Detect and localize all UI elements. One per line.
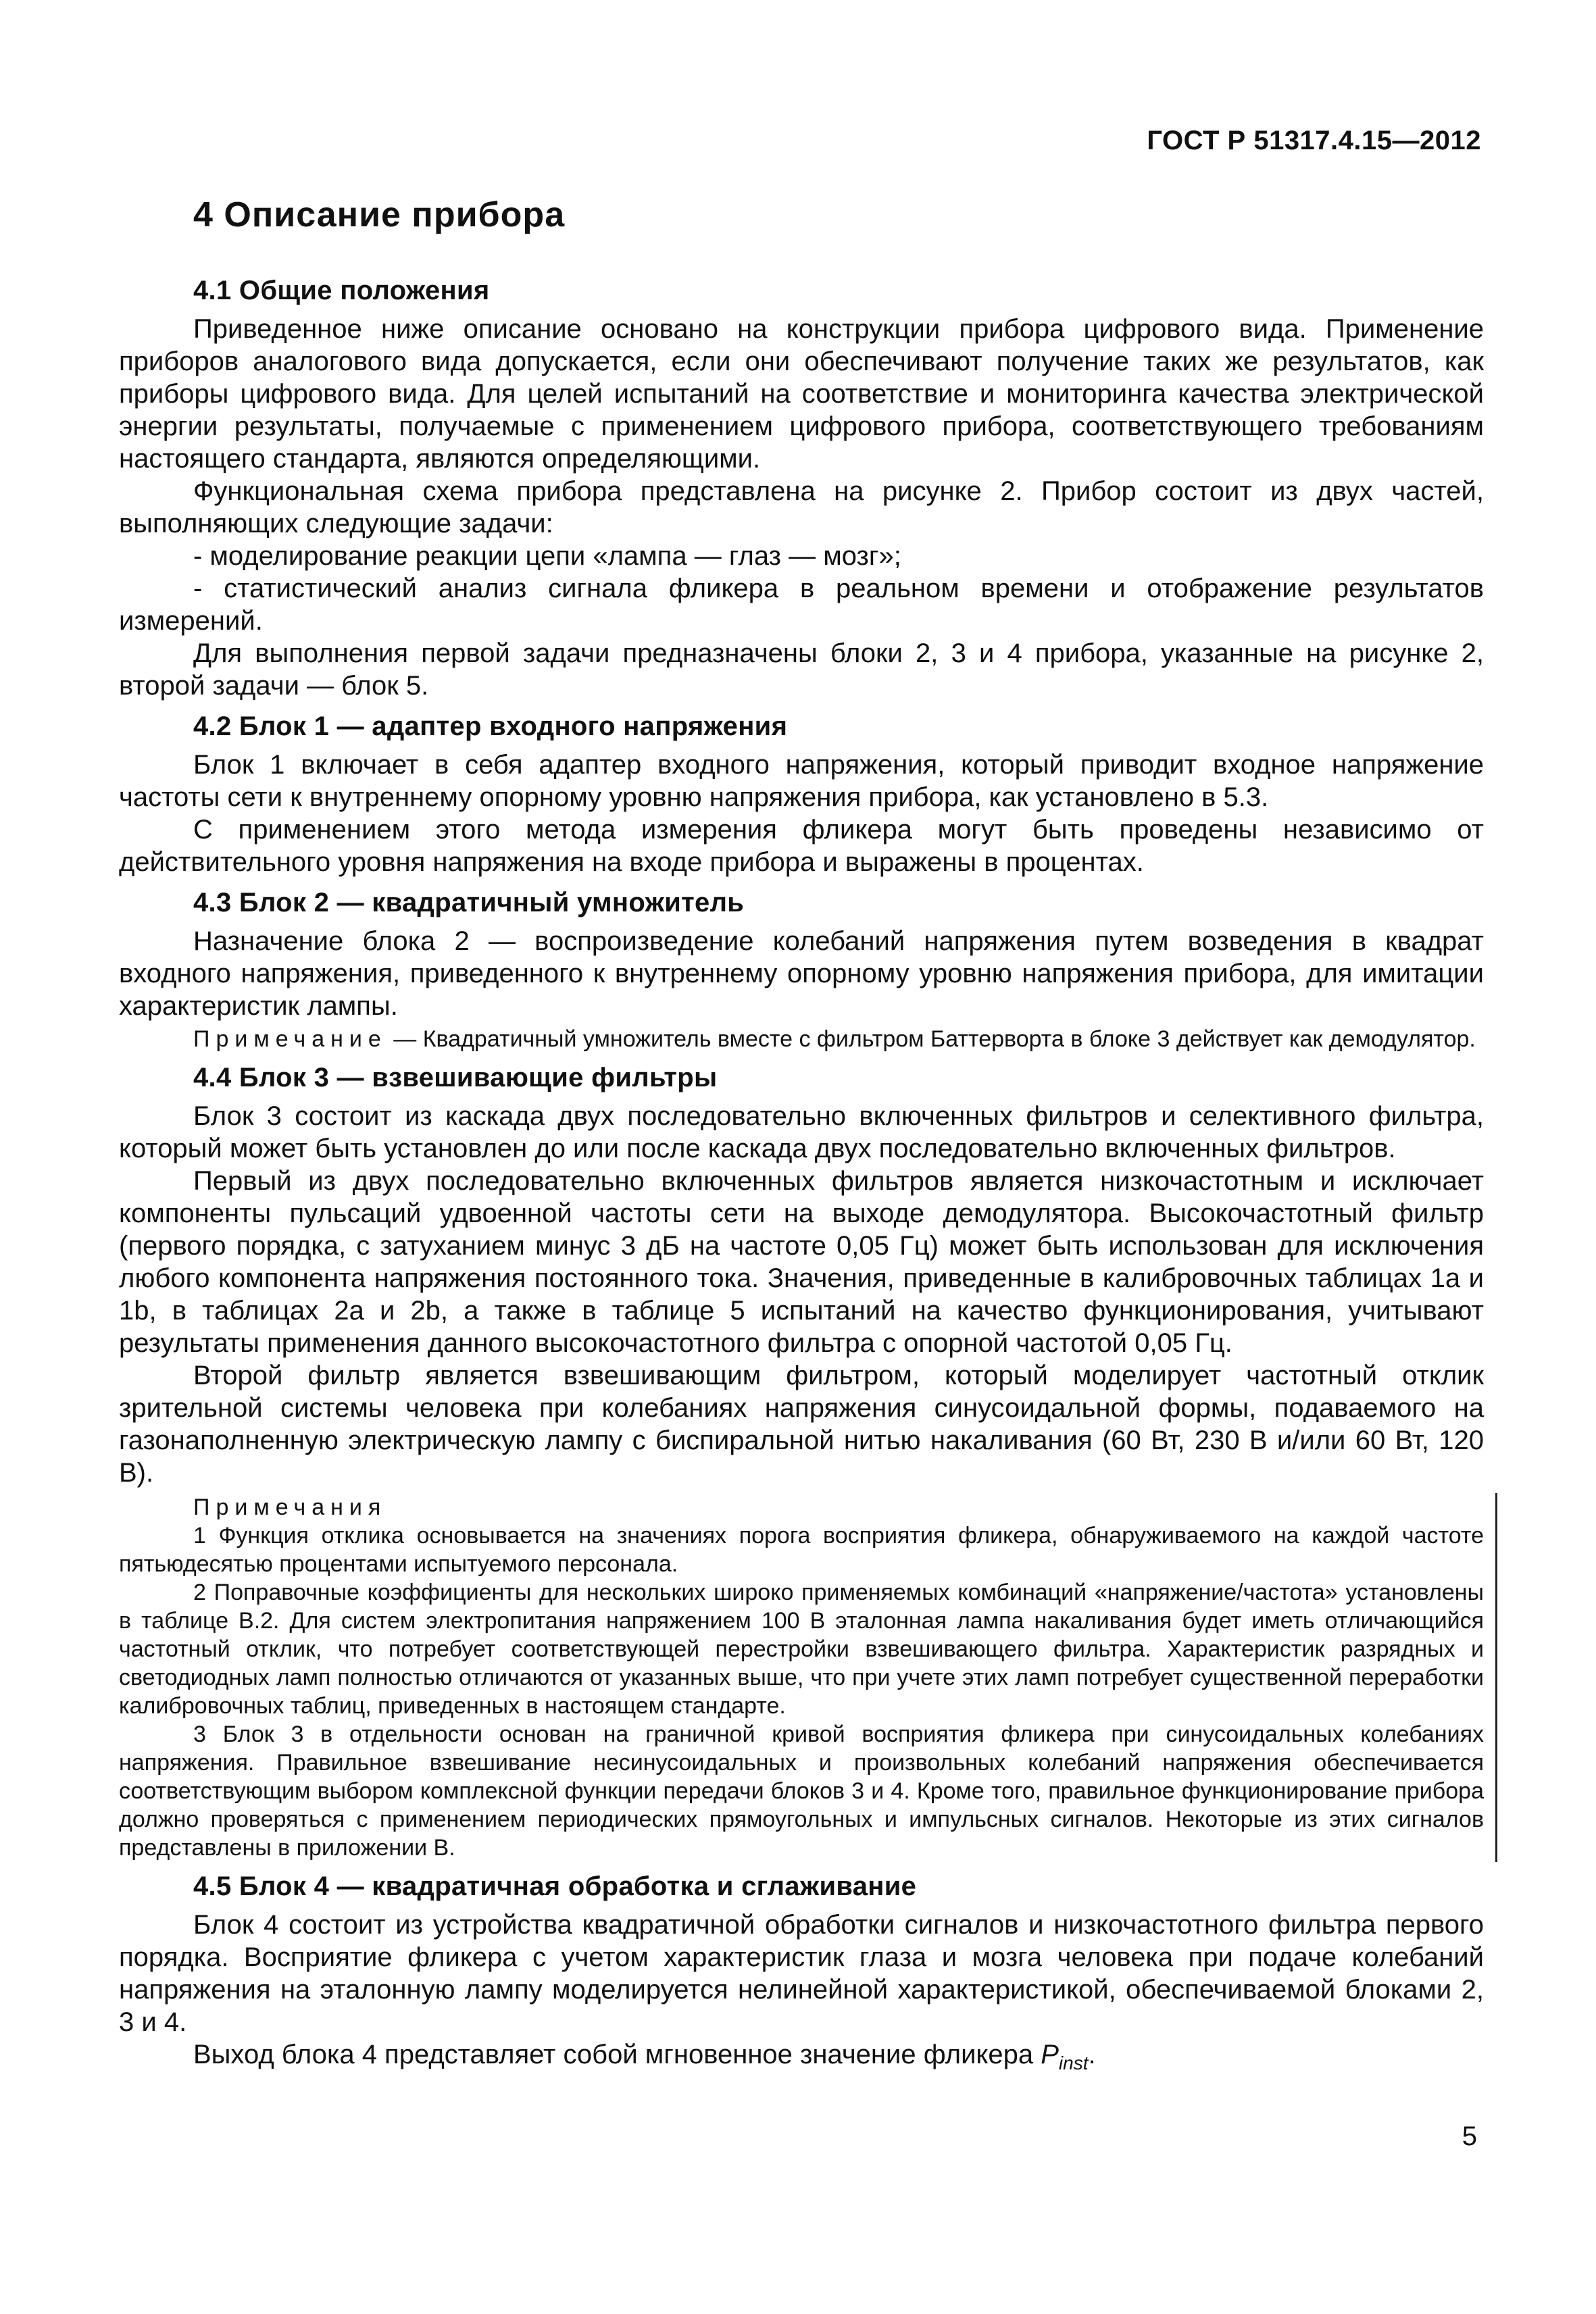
symbol-p: P	[1041, 2040, 1059, 2069]
page-body	[119, 115, 1484, 2080]
list-item: - моделирование реакции цепи «лампа — глаз — мозг»;	[193, 541, 901, 571]
symbol-subscript: inst	[1058, 2053, 1089, 2073]
paragraph: Для выполнения первой задачи предназначены блоки 2, 3 и 4 прибора, указанные на рисунке 2, второй задачи — блок 5.	[119, 638, 1484, 701]
note-item: 2 Поправочные коэффициенты для нескольких широко применяемых комбинаций «напряжение/частота» установлены в таблице В.2. Для систем электропитания напряжением 100 В эталонная лампа накаливания будет иметь отличающийся частотный отклик, что потребует соответствующей перестройки взвешивающего фильтра. Характеристик разрядных и светодиодных ламп полностью отличаются от указанных выше, что при учете этих ламп потребует существенной переработки калибровочных таблиц, приведенных в настоящем стандарте.	[119, 1580, 1484, 1719]
note	[119, 1025, 1484, 1053]
paragraph: Блок 1 включает в себя адаптер входного напряжения, который приводит входное напряжение частоты сети к внутреннему опорному уровню напряжения прибора, как установлено в 5.3.	[119, 750, 1484, 812]
note-item: 1 Функция отклика основывается на значениях порога восприятия фликера, обнаруживаемого на каждой частоте пятьюдесятью процентами испытуемого персонала.	[119, 1523, 1484, 1577]
change-bar	[1495, 1493, 1497, 1862]
paragraph: Блок 4 состоит из устройства квадратичной обработки сигналов и низкочастотного фильтра первого порядка. Восприятие фликера с учетом характеристик глаза и мозга человека при подаче колебаний напряжения на эталонную лампу моделируется нелинейной характеристикой, обеспечиваемой блоками 2, 3 и 4.	[119, 1910, 1484, 2037]
paragraph-end: .	[1088, 2040, 1096, 2069]
note-text: — Квадратичный умножитель вместе с фильтром Баттерворта в блоке 3 действует как демодулятор.	[386, 1026, 1476, 1052]
section-title: 4 Описание прибора	[193, 195, 566, 234]
paragraph: Второй фильтр является взвешивающим фильтром, который моделирует частотный отклик зрительной системы человека при колебаниях напряжения синусоидальной формы, подаваемого на газонаполненную электрическую лампу с биспиральной нитью накаливания (60 Вт, 230 В и/или 60 Вт, 120 В).	[119, 1361, 1484, 1488]
paragraph	[119, 2038, 1484, 2080]
list-item: - статистический анализ сигнала фликера в реальном времени и отображение результатов измерений.	[119, 574, 1484, 636]
subsection-4-1-title: 4.1 Общие положения	[193, 276, 490, 305]
note-label: Примечание	[193, 1026, 387, 1052]
subsection-4-4-title: 4.4 Блок 3 — взвешивающие фильтры	[193, 1063, 718, 1092]
paragraph: Функциональная схема прибора представлена на рисунке 2. Прибор состоит из двух частей, выполняющих следующие задачи:	[119, 476, 1484, 538]
document-header: ГОСТ Р 51317.4.15—2012	[1147, 126, 1481, 155]
paragraph-text: Выход блока 4 представляет собой мгновенное значение фликера	[193, 2040, 1041, 2069]
subsection-4-3-title: 4.3 Блок 2 — квадратичный умножитель	[193, 888, 745, 917]
paragraph: Назначение блока 2 — воспроизведение колебаний напряжения путем возведения в квадрат входного напряжения, приведенного к внутреннему опорному уровню напряжения прибора, для имитации характеристик лампы.	[119, 926, 1484, 1021]
paragraph: Приведенное ниже описание основано на конструкции прибора цифрового вида. Применение приборов аналогового вида допускается, если они обеспечивают получение таких же результатов, как приборы цифрового вида. Для целей испытаний на соответствие и мониторинга качества электрической энергии результаты, получаемые с применением цифрового прибора, соответствующего требованиям настоящего стандарта, являются определяющими.	[119, 314, 1484, 474]
note-item: 3 Блок 3 в отдельности основан на граничной кривой восприятия фликера при синусоидальных колебаниях напряжения. Правильное взвешивание несинусоидальных и произвольных колебаний напряжения обеспечивается соответствующим выбором комплексной функции передачи блоков 3 и 4. Кроме того, правильное функционирование прибора должно проверяться с применением периодических прямоугольных и импульсных сигналов. Некоторые из этих сигналов представлены в приложении В.	[119, 1721, 1484, 1861]
subsection-4-5-title: 4.5 Блок 4 — квадратичная обработка и сглаживание	[193, 1871, 917, 1901]
paragraph: С применением этого метода измерения фликера могут быть проведены независимо от действительного уровня напряжения на входе прибора и выражены в процентах.	[119, 815, 1484, 877]
notes-label: Примечания	[193, 1494, 387, 1520]
paragraph: Блок 3 состоит из каскада двух последовательно включенных фильтров и селективного фильтра, который может быть установлен до или после каскада двух последовательно включенных фильтров.	[119, 1101, 1484, 1163]
notes-block	[119, 1493, 1484, 1862]
subsection-4-2-title: 4.2 Блок 1 — адаптер входного напряжения	[193, 711, 788, 741]
page-number: 5	[1462, 2121, 1477, 2151]
paragraph: Первый из двух последовательно включенных фильтров является низкочастотным и исключает компоненты пульсаций удвоенной частоты сети на выходе демодулятора. Высокочастотный фильтр (первого порядка, с затуханием минус 3 дБ на частоте 0,05 Гц) может быть использован для исключения любого компонента напряжения постоянного тока. Значения, приведенные в калибровочных таблицах 1а и 1b, в таблицах 2а и 2b, а также в таблице 5 испытаний на качество функционирования, учитывают результаты применения данного высокочастотного фильтра с опорной частотой 0,05 Гц.	[119, 1166, 1484, 1358]
